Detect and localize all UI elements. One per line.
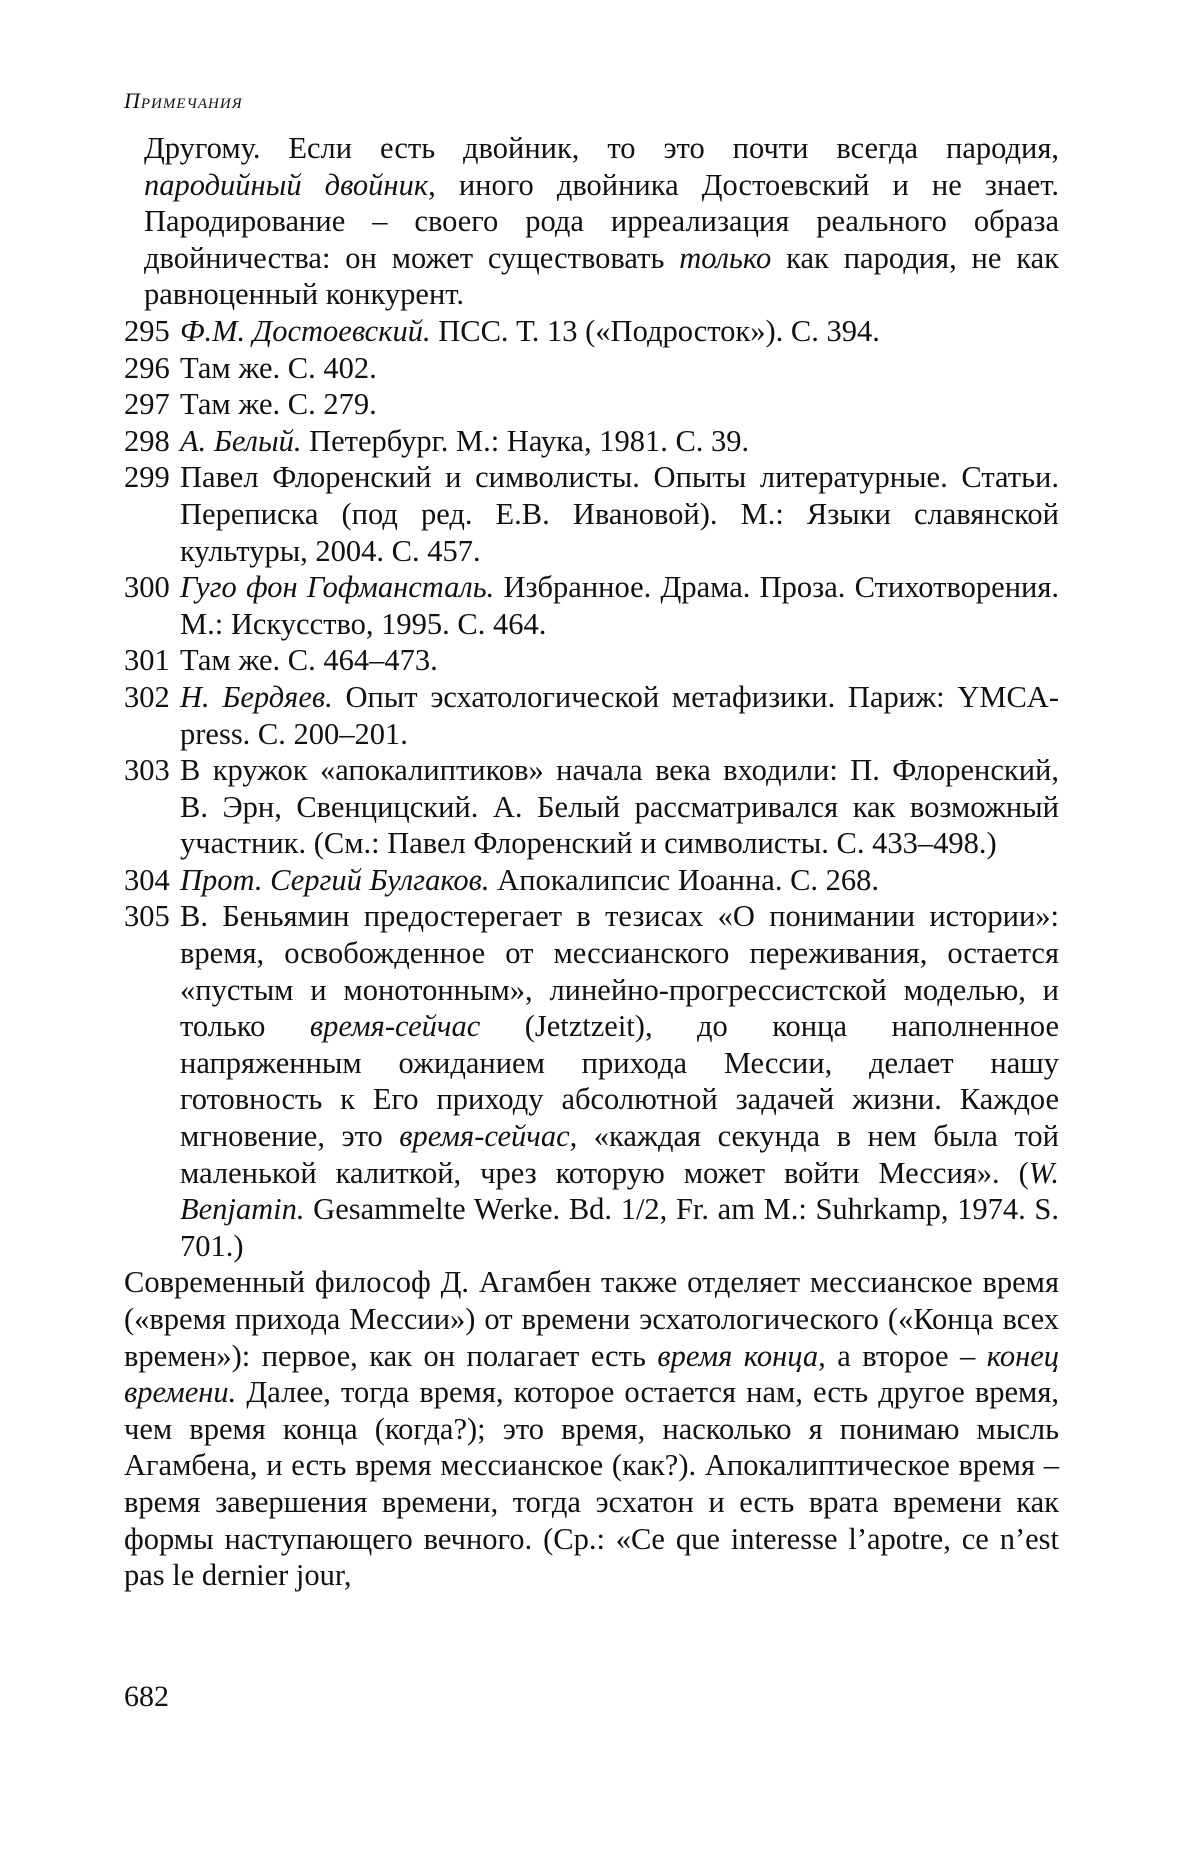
- note-text: [180, 679, 1059, 752]
- note-text: [180, 350, 1059, 387]
- note-305-text-4: Gesammelte Werke. Bd. 1/2, Fr. am M.: Suhrkamp, 1974. S. 701.): [180, 1192, 1059, 1263]
- notes-body: [124, 130, 1059, 1594]
- note-305-italic-3: W. Benjamin.: [180, 1155, 1059, 1227]
- closing-italic-2: конец времени.: [124, 1338, 1059, 1410]
- closing-text-1: Современный философ Д. Агамбен также отделяет мессианское время («время прихода Мессии») от времени эсхатологического («Конца всех времен»): первое, как он полагает есть: [124, 1265, 1059, 1373]
- note-text: [180, 423, 1059, 460]
- note-author: Гуго фон Гофмансталь.: [180, 570, 495, 605]
- note-body: Опыт эсхатологической метафизики. Париж: YMCA-press. С. 200–201.: [180, 679, 1059, 751]
- note-text: [180, 862, 1059, 899]
- note-body: Павел Флоренский и символисты. Опыты литературные. Статьи. Переписка (под ред. Е.В. Ивановой). М.: Языки славянской культуры, 2004. С. 457.: [180, 460, 1059, 568]
- note-body: В кружок «апокалиптиков» начала века входили: П. Флоренский, В. Эрн, Свенцицский. А. Белый рассматривался как возможный участник. (См.: Павел Флоренский и символисты. С. 433–498.): [180, 753, 1059, 861]
- note-author: Прот. Сергий Булгаков.: [180, 862, 490, 897]
- note-number: 298: [124, 423, 170, 458]
- intro-italic-2: только: [679, 240, 772, 275]
- note-304: [124, 862, 1059, 899]
- note-303: [124, 752, 1059, 862]
- note-number: 305: [124, 899, 170, 934]
- note-body: Там же. С. 402.: [180, 350, 377, 385]
- closing-text-3: Далее, тогда время, которое остается нам, есть другое время, чем время конца (когда?); это время, насколько я понимаю мысль Агамбена, и есть время мессианское (как?). Апокалиптическое время – время завершения времени, тогда эсхатон и есть врата времени как формы наступающего вечного. (Ср.: «Ce que interesse l’apotre, ce n’est pas le dernier jour,: [124, 1375, 1059, 1593]
- note-body: Там же. С. 464–473.: [180, 643, 438, 678]
- note-text: [180, 898, 1059, 1264]
- note-number: 299: [124, 460, 170, 495]
- note-body: Там же. С. 279.: [180, 387, 377, 422]
- note-author: А. Белый.: [180, 423, 302, 458]
- closing-italic-1: время конца,: [657, 1338, 826, 1373]
- note-298: [124, 423, 1059, 460]
- intro-text-3: как пародия, не как равноценный конкурент.: [144, 240, 1059, 312]
- note-text: [180, 386, 1059, 423]
- note-305-text-2: (Jetztzeit), до конца наполненное напряженным ожиданием прихода Мессии, делает нашу готовность к Его приходу абсолютной задачей жизни. Каждое мгновение, это: [180, 1009, 1059, 1154]
- note-300: [124, 569, 1059, 642]
- note-author: Н. Бердяев.: [180, 679, 333, 714]
- note-number: 301: [124, 643, 170, 678]
- note-295: [124, 313, 1059, 350]
- note-299: [124, 459, 1059, 569]
- note-text: [180, 642, 1059, 679]
- page-number: 682: [124, 1680, 169, 1713]
- running-head: Примечания: [124, 88, 243, 113]
- closing-paragraph: [124, 1264, 1059, 1593]
- note-text: [180, 569, 1059, 642]
- note-number: 297: [124, 387, 170, 422]
- note-body: ПСС. Т. 13 («Подросток»). С. 394.: [430, 313, 880, 348]
- note-301: [124, 642, 1059, 679]
- note-text: [180, 313, 1059, 350]
- note-author: Ф.М. Достоевский.: [180, 313, 431, 348]
- intro-text-1: Другому. Если есть двойник, то это почти всегда пародия,: [144, 131, 1059, 165]
- closing-text-2: а второе –: [825, 1338, 987, 1373]
- note-text: [180, 752, 1059, 862]
- note-number: 295: [124, 313, 170, 348]
- note-number: 302: [124, 679, 170, 714]
- note-number: 303: [124, 753, 170, 788]
- note-297: [124, 386, 1059, 423]
- note-text: [180, 459, 1059, 569]
- intro-text-2: , иного двойника Достоевский и не знает. Пародирование – своего рода ирреализация реального образа двойничества: он может существовать: [144, 167, 1059, 275]
- note-302: [124, 679, 1059, 752]
- note-305: [124, 898, 1059, 1264]
- note-305-text-3: «каждая секунда в нем была той маленькой калиткой, чрез которую может войти Мессия». (: [180, 1119, 1060, 1190]
- note-305-text-1: В. Беньямин предостерегает в тезисах «О понимании истории»: время, освобожденное от мессианского переживания, остается «пустым и монотонным», линейно-прогрессистской моделью, и только: [180, 899, 1059, 1044]
- note-body: Петербург. М.: Наука, 1981. С. 39.: [301, 423, 750, 458]
- note-number: 296: [124, 350, 170, 385]
- note-305-italic-1: время-сейчас: [309, 1009, 481, 1044]
- note-number: 304: [124, 862, 170, 897]
- intro-italic-1: пародийный двойник: [144, 167, 429, 202]
- note-body: Избранное. Драма. Проза. Стихотворения. М.: Искусство, 1995. С. 464.: [180, 570, 1059, 641]
- note-296: [124, 350, 1059, 387]
- note-305-italic-2: время-сейчас,: [399, 1119, 578, 1154]
- intro-paragraph: [124, 130, 1059, 313]
- note-body: Апокалипсис Иоанна. С. 268.: [489, 862, 880, 897]
- note-number: 300: [124, 570, 170, 605]
